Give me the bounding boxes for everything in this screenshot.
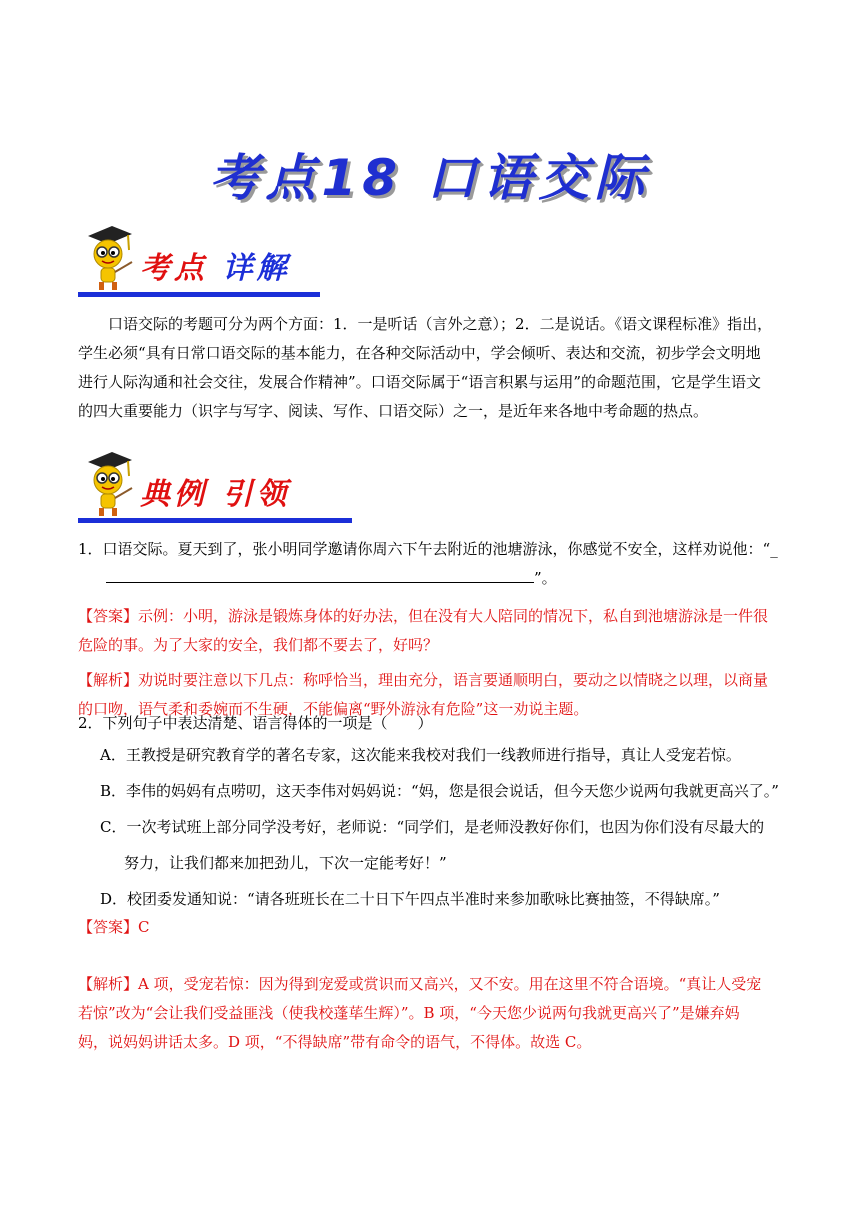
page-title: 考点18 口语交际 [209, 149, 651, 207]
analysis-label: 【解析】 [78, 671, 139, 689]
analysis-text-1: A 项，受宠若惊：因为得到宠爱或赏识而又高兴，又不安。用在这里不符合语境。“真让人受宠 [138, 975, 762, 993]
banner-underline [78, 292, 320, 297]
option-c-line-1: C．一次考试班上部分同学没考好，老师说：“同学们，是老师没教好你们，也因为你们没有尽最大的 [100, 818, 765, 836]
question-1-tail: ”。 [534, 569, 557, 587]
question-2-analysis [78, 970, 782, 1057]
answer-label: 【答案】 [78, 607, 139, 625]
answer-blank [106, 566, 534, 583]
question-1-text: 1．口语交际。夏天到了，张小明同学邀请你周六下午去附近的池塘游泳，你感觉不安全，这样劝说他：“_ [78, 540, 778, 558]
analysis-text-2: 的口吻，语气柔和委婉而不生硬，不能偏离“野外游泳有危险”这一劝说主题。 [78, 700, 589, 718]
banner-text [140, 243, 290, 287]
mascot-icon [82, 222, 134, 292]
question-1-blank-line [78, 564, 782, 593]
option-c-line-2: 努力，让我们都来加把劲儿，下次一定能考好！” [124, 854, 447, 872]
banner-word-1: 考点 [140, 251, 208, 286]
intro-line-3: 进行人际沟通和社会交往，发展合作精神”。口语交际属于“语言积累与运用”的命题范围，它是学生语文 [78, 373, 762, 391]
answer-label: 【答案】 [78, 918, 139, 936]
analysis-text-3: 妈，说妈妈讲话太多。D 项，“不得缺席”带有命令的语气，不得体。故选 C。 [78, 1033, 592, 1051]
option-a: A．王教授是研究教育学的著名专家，这次能来我校对我们一线教师进行指导，真让人受宠若惊。 [100, 746, 741, 764]
question-2 [78, 709, 782, 738]
answer-text: C [138, 918, 150, 936]
question-1 [78, 535, 782, 593]
intro-paragraph [78, 310, 782, 426]
answer-text-2: 危险的事。为了大家的安全，我们都不要去了，好吗？ [78, 636, 439, 654]
intro-line-2: 学生必须“具有日常口语交际的基本能力，在各种交际活动中，学会倾听、表达和交流，初步学会文明地 [78, 344, 761, 362]
mascot-icon [82, 448, 134, 518]
question-2-text: 2．下列句子中表达清楚、语言得体的一项是（ ） [78, 714, 433, 732]
banner-word-1: 典例 [140, 477, 208, 512]
intro-line-4: 的四大重要能力（识字与写字、阅读、写作、口语交际）之一，是近年来各地中考命题的热点。 [78, 402, 709, 420]
section-banner-dianli [78, 448, 353, 523]
option-c [100, 813, 790, 878]
question-2-answer [78, 913, 782, 942]
banner-word-2: 引领 [222, 477, 291, 512]
option-d: D．校团委发通知说：“请各班班长在二十日下午四点半准时来参加歌咏比赛抽签，不得缺席。” [100, 890, 720, 908]
analysis-label: 【解析】 [78, 975, 139, 993]
banner-text [140, 469, 290, 513]
answer-text-1: 示例：小明，游泳是锻炼身体的好办法，但在没有大人陪同的情况下，私自到池塘游泳是一件很 [138, 607, 769, 625]
option-b: B．李伟的妈妈有点唠叨，这天李伟对妈妈说：“妈，您是很会说话，但今天您少说两句我就更高兴了。” [100, 782, 779, 800]
analysis-text-1: 劝说时要注意以下几点：称呼恰当，理由充分，语言要通顺明白，要动之以情晓之以理，以商量 [138, 671, 769, 689]
banner-word-2: 详解 [222, 251, 291, 286]
banner-underline [78, 518, 352, 523]
section-banner-kaodian [78, 222, 328, 297]
question-1-answer [78, 602, 782, 660]
analysis-text-2: 若惊”改为“会让我们受益匪浅（使我校蓬荜生辉）”。B 项，“今天您少说两句我就更高兴了”是嫌弃妈 [78, 1004, 740, 1022]
intro-line-1: 口语交际的考题可分为两个方面：1．一是听话（言外之意）；2．二是说话。《语文课程标准》指出， [108, 315, 773, 333]
